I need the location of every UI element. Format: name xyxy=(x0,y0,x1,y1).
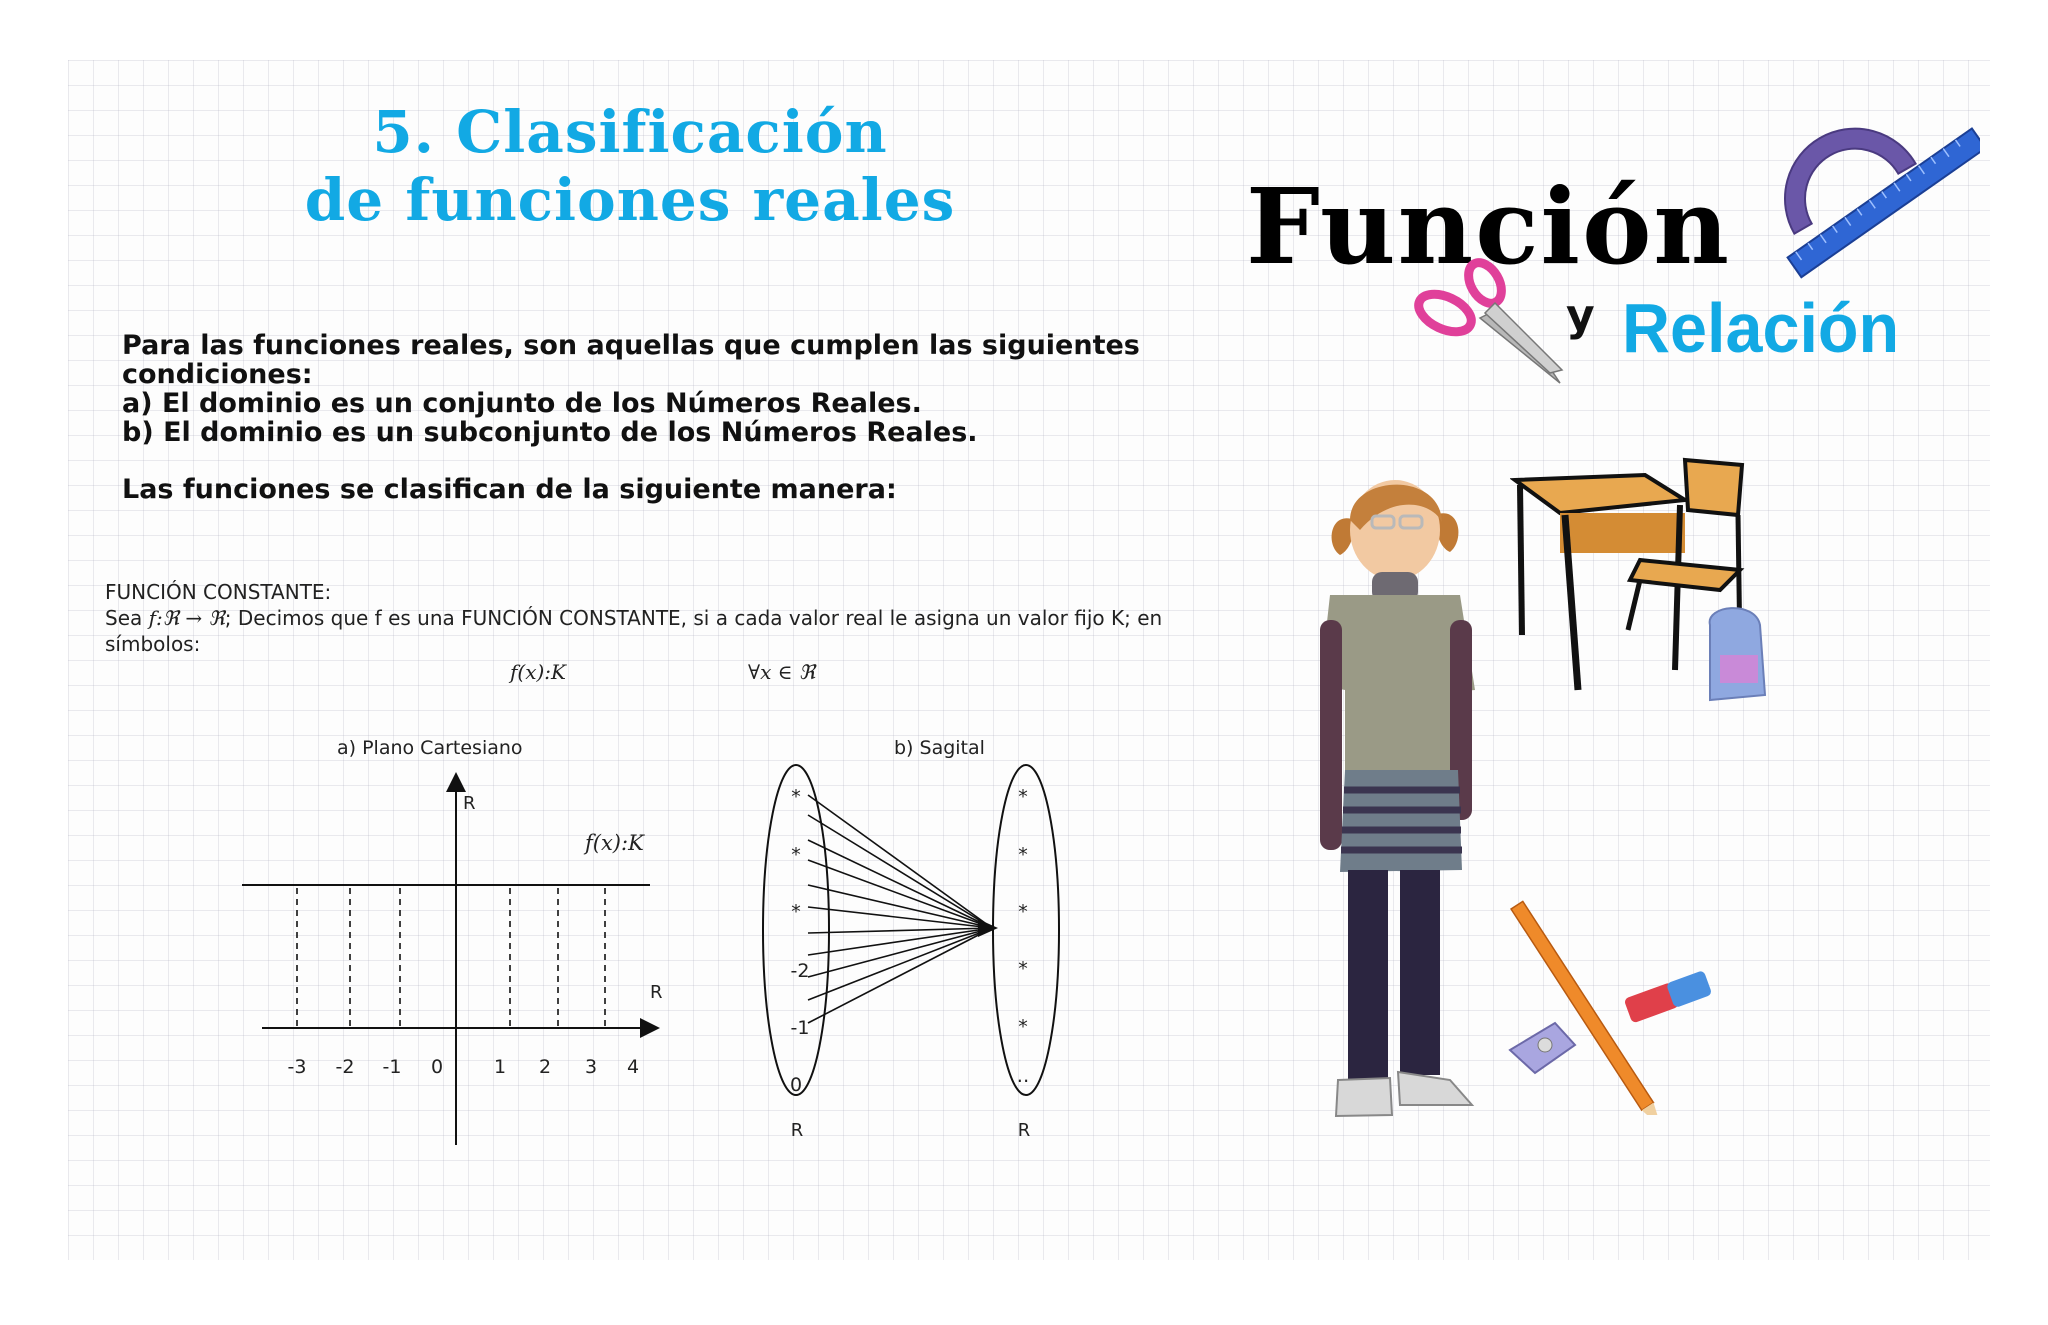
intro-line1: Para las funciones reales, son aquellas que cumplen las siguientes xyxy=(122,330,1140,361)
x-tick-labels xyxy=(288,1056,640,1078)
constant-formula: f(x):K xyxy=(510,660,566,684)
definition-sea: Sea xyxy=(105,606,143,630)
x-tick-label: -1 xyxy=(382,1056,402,1078)
x-tick-label: -2 xyxy=(335,1056,355,1078)
codomain-set xyxy=(993,765,1059,1095)
logo-connector: y xyxy=(1566,290,1595,341)
section-heading: FUNCIÓN CONSTANTE: xyxy=(105,580,332,604)
definition-line2: símbolos: xyxy=(105,632,201,656)
school-supplies-illustration xyxy=(1500,895,1760,1115)
student-girl-illustration xyxy=(1300,460,1490,1125)
scissors-illustration xyxy=(1410,258,1570,393)
codomain-element: * xyxy=(1018,901,1028,923)
codomain-element: * xyxy=(1018,1016,1028,1038)
codomain-elements xyxy=(1017,786,1030,1087)
slide-title-line2: de funciones reales xyxy=(304,166,956,234)
codomain-set-label: R xyxy=(1017,1120,1031,1141)
cartesian-plot xyxy=(230,770,670,1150)
sharpener xyxy=(1510,1023,1575,1073)
x-tick-label: -3 xyxy=(287,1056,307,1078)
eraser xyxy=(1624,970,1713,1024)
arrow-head xyxy=(978,919,998,937)
sagital-caption: b) Sagital xyxy=(894,737,985,759)
quantifier-formula: ∀x ∈ ℜ xyxy=(748,660,816,684)
x-tick-label: 4 xyxy=(626,1056,640,1078)
domain-elements xyxy=(790,786,810,1096)
definition-text: ; Decimos que f es una FUNCIÓN CONSTANTE, si a cada valor real le asigna un valor fijo K; en xyxy=(224,606,1163,630)
classification-intro: Las funciones se clasifican de la siguiente manera: xyxy=(122,474,897,505)
logo-relacion: Relación xyxy=(1622,289,1900,367)
x-tick-label: 0 xyxy=(430,1056,444,1078)
logo-funcion: Función xyxy=(1246,165,1732,288)
cartesian-caption: a) Plano Cartesiano xyxy=(337,737,523,759)
condition-a: a) El dominio es un conjunto de los Números Reales. xyxy=(122,388,922,419)
domain-set xyxy=(763,765,829,1095)
domain-element: -1 xyxy=(790,1017,810,1039)
definition-line1 xyxy=(105,606,1162,630)
dashed-guides xyxy=(297,888,605,1026)
domain-element: * xyxy=(791,786,801,808)
x-tick-label: 3 xyxy=(584,1056,598,1078)
domain-element: * xyxy=(791,901,801,923)
domain-element: * xyxy=(791,844,801,866)
desk-and-chair-illustration xyxy=(1510,455,1795,710)
y-axis-label: R xyxy=(463,793,476,814)
codomain-element: * xyxy=(1018,786,1028,808)
x-tick-label: 1 xyxy=(493,1056,507,1078)
mapping-arrows xyxy=(808,795,992,1023)
mapping-formula: f:ℜ → ℜ xyxy=(148,606,225,630)
function-label: f(x):K xyxy=(585,831,644,855)
slide-title-line1: 5. Clasificación xyxy=(372,98,888,166)
x-tick-label: 2 xyxy=(538,1056,552,1078)
codomain-element: * xyxy=(1018,958,1028,980)
codomain-element: ‥ xyxy=(1016,1065,1030,1087)
condition-b: b) El dominio es un subconjunto de los Números Reales. xyxy=(122,417,978,448)
domain-element: 0 xyxy=(789,1074,803,1096)
domain-set-label: R xyxy=(790,1120,804,1141)
sagital-diagram xyxy=(740,755,1080,1150)
x-axis-label: R xyxy=(650,982,663,1003)
domain-element: -2 xyxy=(790,960,810,982)
ruler-protractor-illustration xyxy=(1750,90,1980,280)
codomain-element: * xyxy=(1018,844,1028,866)
intro-line2: condiciones: xyxy=(122,359,313,390)
intro-paragraph xyxy=(122,331,1222,447)
